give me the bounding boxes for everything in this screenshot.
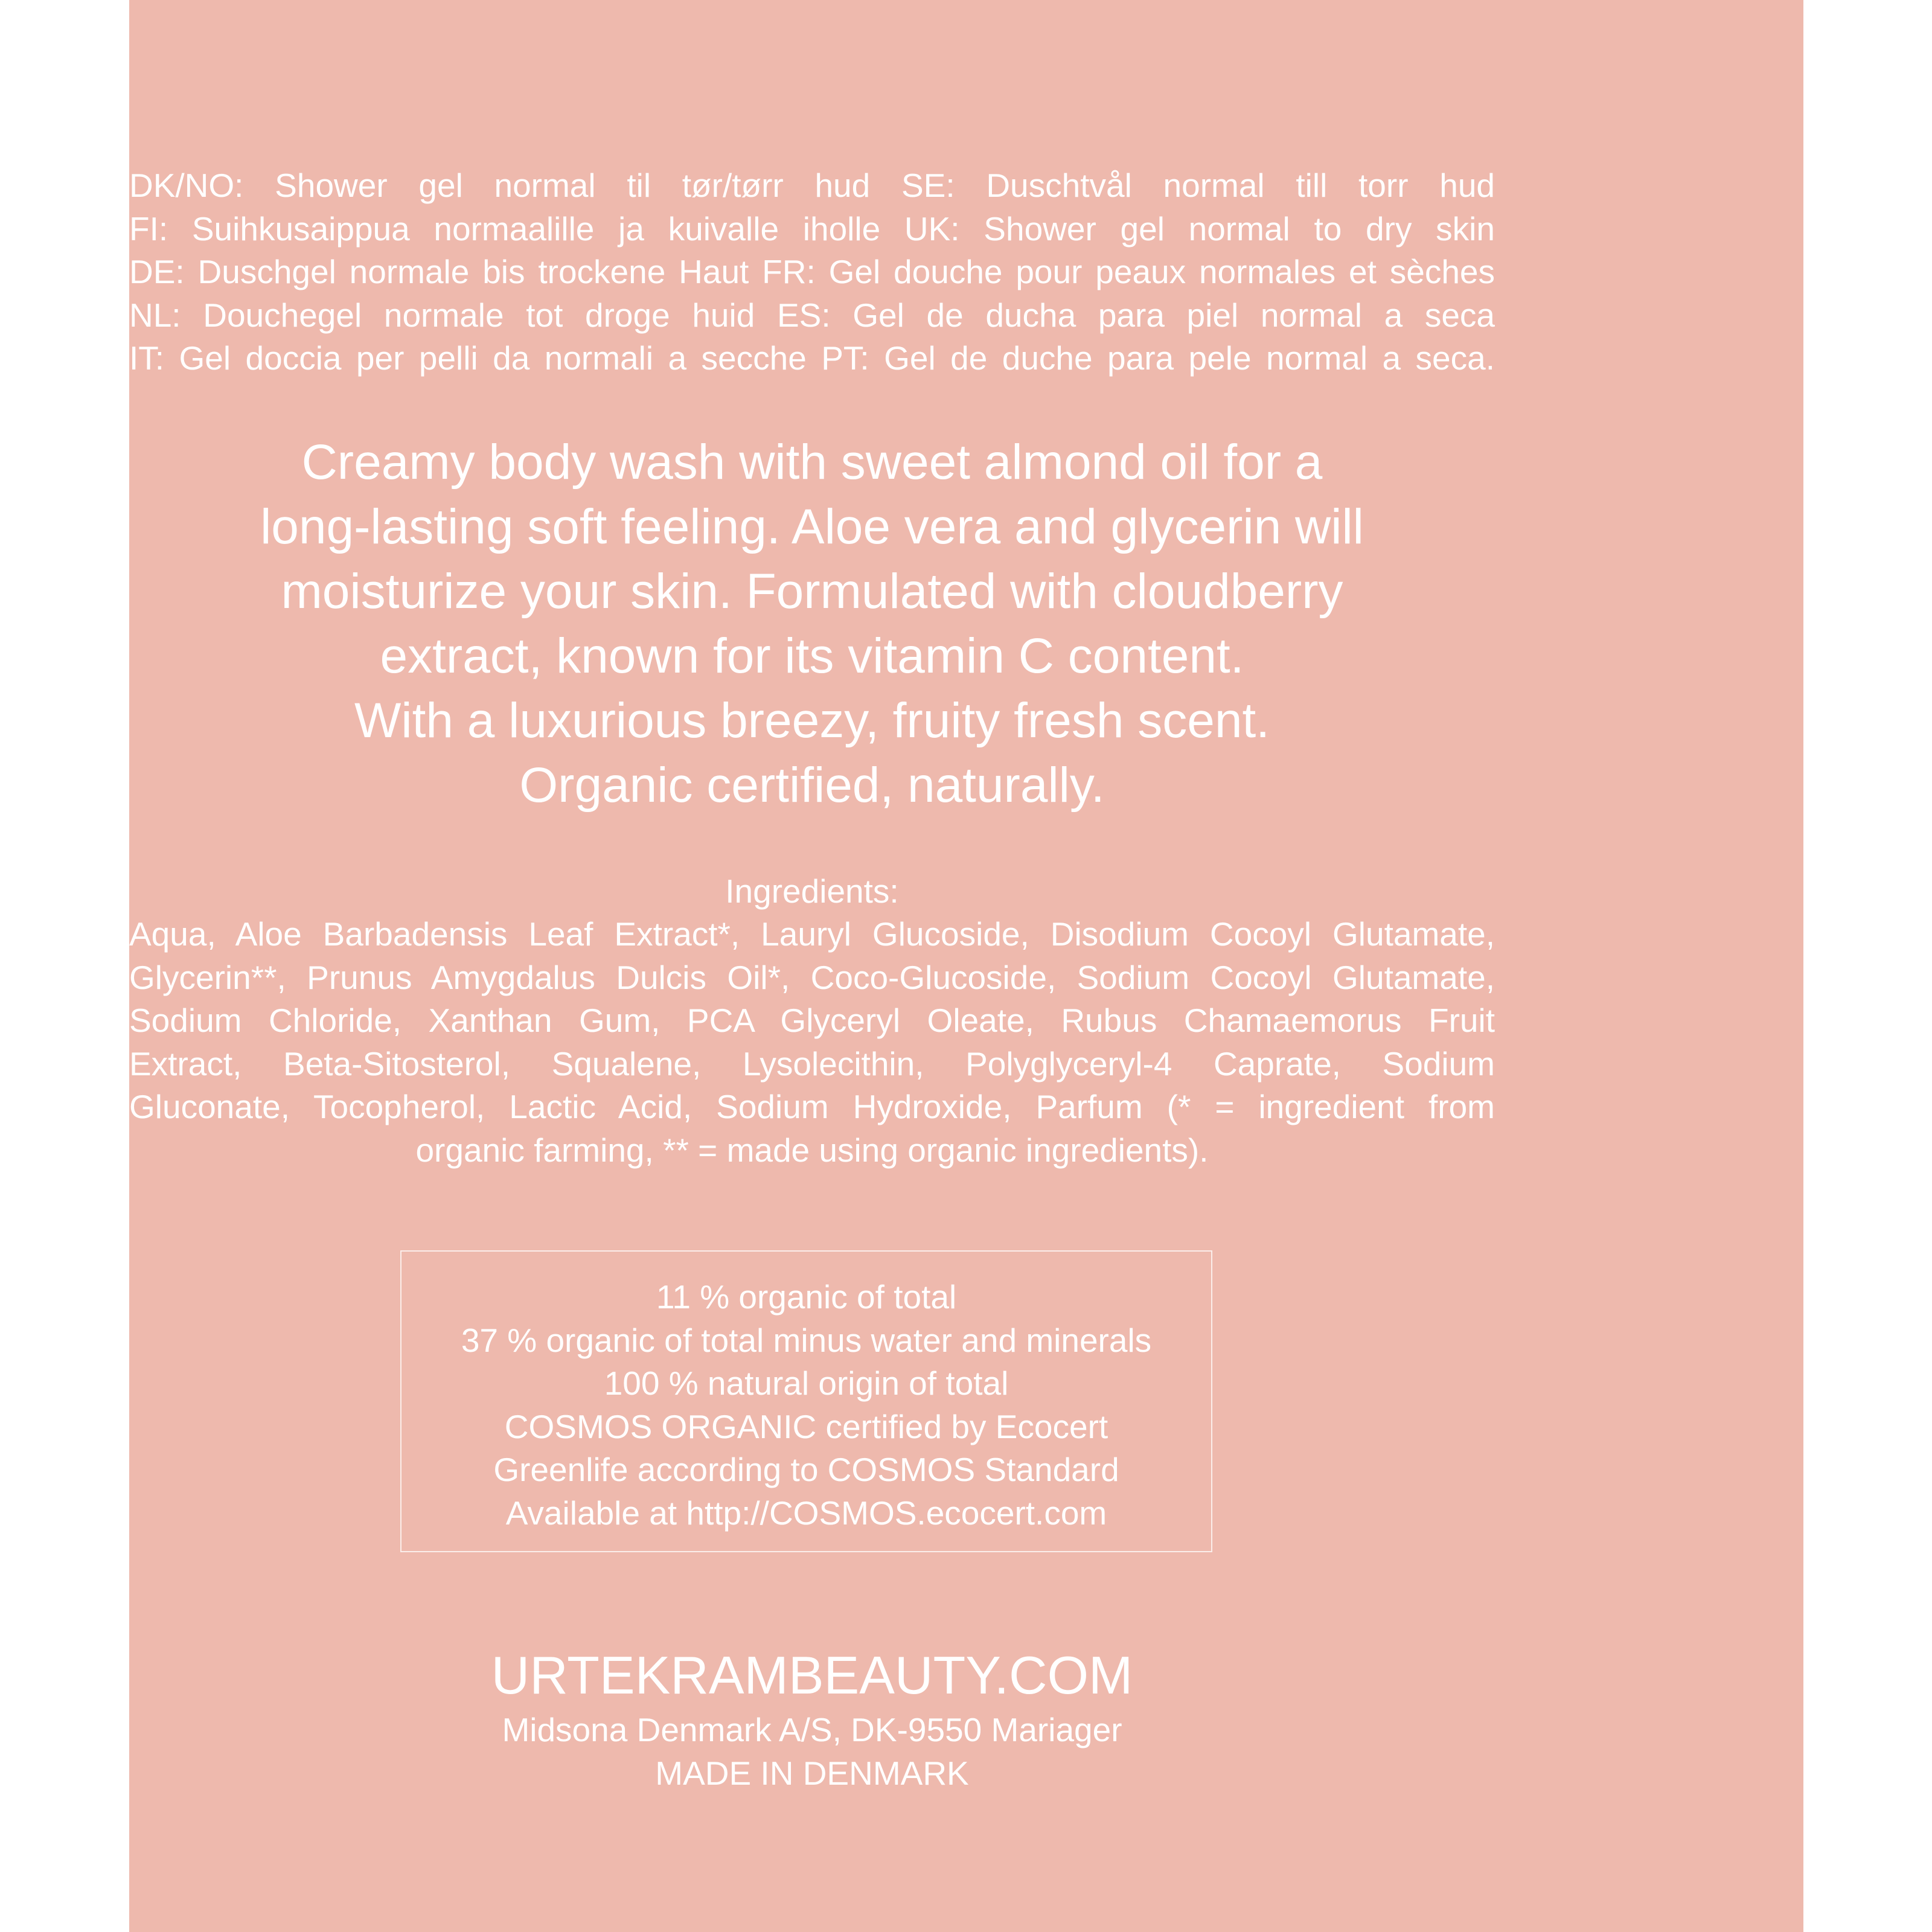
- translation-line: NL: Douchegel normale tot droge huid ES: Gel de ducha para piel normal a seca: [129, 296, 1495, 334]
- certification-line: 11 % organic of total: [656, 1278, 957, 1316]
- description-line: Organic certified, naturally.: [519, 758, 1105, 813]
- certification-line: 100 % natural origin of total: [604, 1364, 1009, 1402]
- country-of-origin: MADE IN DENMARK: [655, 1754, 969, 1792]
- product-label: [129, 0, 1803, 1932]
- ingredients-line: Extract, Beta-Sitosterol, Squalene, Lysolecithin, Polyglyceryl-4 Caprate, Sodium: [129, 1044, 1495, 1083]
- ingredients-line: Sodium Chloride, Xanthan Gum, PCA Glyceryl Oleate, Rubus Chamaemorus Fruit: [129, 1002, 1495, 1039]
- description-line: extract, known for its vitamin C content.: [380, 629, 1244, 683]
- ingredients-line: Gluconate, Tocopherol, Lactic Acid, Sodium Hydroxide, Parfum (* = ingredient from: [129, 1088, 1495, 1125]
- translation-line: DK/NO: Shower gel normal til tør/tørr hud SE: Duschtvål normal till torr hud: [129, 167, 1495, 204]
- company-address: Midsona Denmark A/S, DK-9550 Mariager: [502, 1711, 1122, 1748]
- ingredients-line: Aqua, Aloe Barbadensis Leaf Extract*, Lauryl Glucoside, Disodium Cocoyl Glutamate,: [129, 915, 1495, 953]
- translation-line: DE: Duschgel normale bis trockene Haut FR: Gel douche pour peaux normales et sèches: [129, 253, 1495, 290]
- description-line: Creamy body wash with sweet almond oil for a: [301, 435, 1323, 490]
- description-line: With a luxurious breezy, fruity fresh scent.: [354, 693, 1270, 748]
- translation-line: FI: Suihkusaippua normaalille ja kuivalle iholle UK: Shower gel normal to dry skin: [129, 210, 1495, 248]
- description-line: long-lasting soft feeling. Aloe vera and glycerin will: [260, 499, 1364, 554]
- translation-line: IT: Gel doccia per pelli da normali a secche PT: Gel de duche para pele normal a seca.: [129, 339, 1495, 377]
- certification-line: COSMOS ORGANIC certified by Ecocert: [504, 1407, 1108, 1445]
- footer: [129, 1642, 1495, 1795]
- ingredients-list: [129, 913, 1495, 1172]
- certification-box: [400, 1250, 1212, 1552]
- ingredients-title: Ingredients:: [725, 872, 899, 910]
- ingredients-line: Glycerin**, Prunus Amygdalus Dulcis Oil*, Coco-Glucoside, Sodium Cocoyl Glutamate,: [129, 958, 1495, 996]
- description-line: moisturize your skin. Formulated with cloudberry: [281, 564, 1343, 619]
- website-link: URTEKRAMBEAUTY.COM: [491, 1645, 1133, 1705]
- ingredients-line: organic farming, ** = made using organic ingredients).: [415, 1131, 1209, 1169]
- certification-line: Greenlife according to COSMOS Standard: [493, 1451, 1119, 1488]
- certification-line: Available at http://COSMOS.ecocert.com: [505, 1494, 1107, 1532]
- certification-line: 37 % organic of total minus water and minerals: [461, 1321, 1152, 1359]
- product-description: [129, 430, 1495, 817]
- product-translations: [129, 164, 1495, 380]
